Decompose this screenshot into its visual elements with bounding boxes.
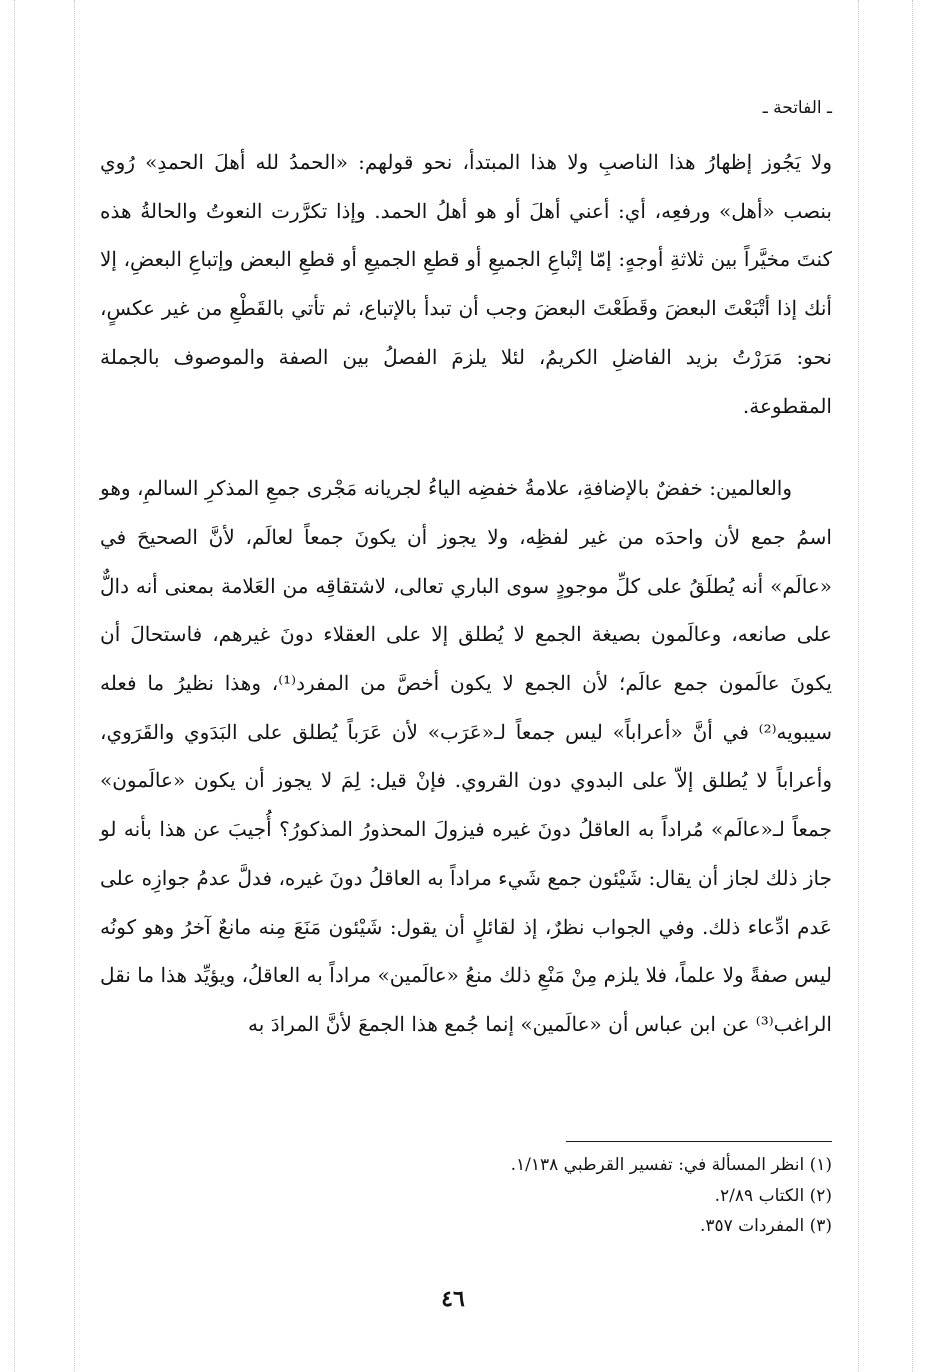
scan-guide-line [14, 0, 15, 1372]
scan-guide-line [858, 0, 859, 1372]
paragraph-nouns-cutting: ولا يَجُوز إظهارُ هذا الناصبِ ولا هذا المبتدأ، نحو قولهم: «الحمدُ لله أهلَ الحمدِ» رُوي بنصب «أهل» ورفعِه، أي: أعني أهلَ أو هو أهلُ الحمد. وإذا تكرَّرت النعوتُ والحالةُ هذه كنتَ مخيَّراً بين ثلاثةِ أوجهٍ: إمّا إتْباعِ الجميعِ أو قطعِ الجميعِ أو قطعِ البعض وإتباعِ البعضِ، إلا أنك إذا أتْبَعْتَ البعضَ وقَطَعْتَ البعضَ وجب أن تبدأ بالإتباع، ثم تأتي بالقَطْعِ من غير عكسٍ، نحو: مَرَرْتُ بزيد الفاضلِ الكريمُ، لئلا يلزمَ الفصلُ بين الصفة والموصوف بالجملة المقطوعة. [100, 150, 833, 418]
footnote-item: (٣) المفردات ٣٥٧. [699, 1216, 832, 1236]
running-header: ـ الفاتحة ـ [762, 98, 832, 118]
main-text [100, 138, 832, 1049]
scan-guide-line [912, 0, 913, 1372]
footnote-separator [566, 1141, 832, 1142]
page-number: ٤٦ [441, 1286, 465, 1312]
footnotes-list [232, 1150, 832, 1242]
paragraph-alamin: والعالمين: خفضٌ بالإضافةِ، علامةُ خفضِه الياءُ لجريانه مَجْرى جمعِ المذكرِ السالمِ، وهو اسمُ جمع لأن واحدَه من غير لفظِه، ولا يجوز أن يكونَ جمعاً لعالَم، لأنَّ الصحيحَ في «عالَم» أنه يُطلَقُ على كلِّ موجودٍ سوى الباري تعالى، لاشتقاقِه من العَلامة بمعنى أنه دالٌّ على صانعه، وعالَمون بصيغة الجمع لا يُطلق إلا على العقلاء دونَ غيرهم، فاستحالَ أن يكونَ عالَمون جمع عالَم؛ لأن الجمع لا يكون أخصَّ من المفرد⁽¹⁾، وهذا نظيرُ ما فعله سيبويه⁽²⁾ في أنَّ «أعراباً» ليس جمعاً لـ«عَرَب» لأن عَرَباً يُطلق على البَدَوي والقَرَوي، وأعراباً لا يُطلق إلاّ على البدوي دون القروي. فإنْ قيل: لِمَ لا يجوز أن يكون «عالَمون» جمعاً لـ«عالَم» مُراداً به العاقلُ دونَ غيره فيزولَ المحذورُ المذكورُ؟ أُجيبَ عن هذا بأنه لو جاز ذلك لجاز أن يقال: شَيْئون جمع شَيء مراداً به العاقلُ دونَ غيره، فدلَّ عدمُ جوازِه على عَدم ادِّعاء ذلك. وفي الجواب نظرٌ، إذ لقائلٍ أن يقول: شَيْئون مَنَعَ مِنه مانعٌ آخرُ وهو كونُه ليس صفةً ولا علماً، فلا يلزم مِنْ مَنْعِ ذلك منعُ «عالَمين» مراداً به العاقلُ، ويؤيِّد هذا ما نقل الراغب⁽³⁾ عن ابن عباس أن «عالَمين» إنما جُمع هذا الجمعَ لأنَّ المرادَ به [100, 476, 833, 1036]
footnote-item: (١) انظر المسألة في: تفسير القرطبي ١/١٣٨. [510, 1155, 832, 1175]
scan-guide-line [74, 0, 75, 1372]
footnote-item: (٢) الكتاب ٢/٨٩. [714, 1185, 832, 1206]
